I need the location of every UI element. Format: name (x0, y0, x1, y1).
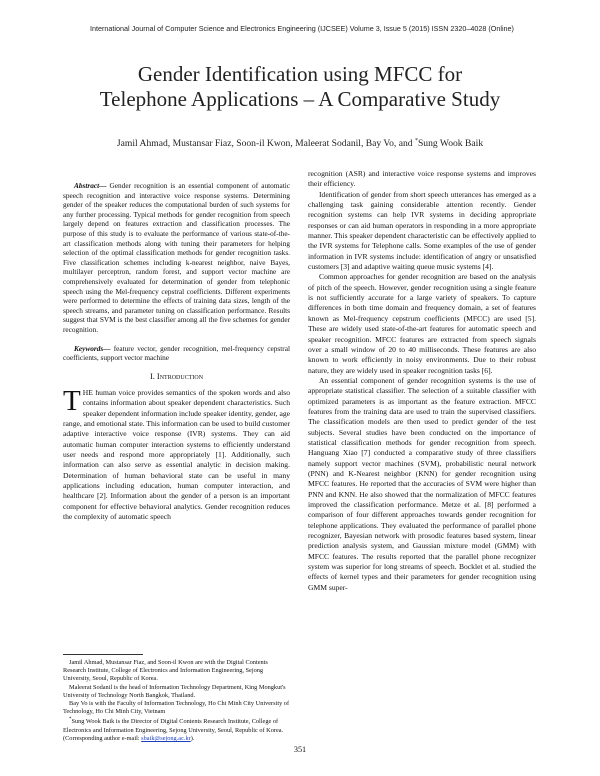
footnote: Maleerat Sodanil is the head of Information Technology Department, King Mongkut's University of Technology North Bangkok, Thailand. (63, 683, 286, 699)
paper-title (40, 62, 560, 112)
title-line-2: Telephone Applications – A Comparative Study (99, 87, 501, 111)
paragraph: An essential component of gender recognition systems is the use of appropriate statistical classifier. The selection of a suitable classifier with optimized parameters is as important as the feature extraction. MFCC features from the training data are used to train the supervised classifiers. The classification models are then used to predict gender of the test subjects. Several studies have been conducted on the importance of statistical classification methods for gender recognition from speech. Hanguang Xiao [7] conducted a comparative study of three classifiers namely support vector machines (SVM), probabilistic neural network (PNN) and K-Nearest neighbor (KNN) for gender recognition using MFCC features. He reported that the accuracies of SVM were higher than PNN and KNN. He also showed that the normalization of MFCC features improved the classification performance. Metze et al. [8] performed a comparison of four different approaches towards gender recognition for telephone applications. They evaluated the performance of parallel phone recognizer, Bayesian network with prosodic features based system, linear prediction analysis system, and Gaussian mixture model (GMM) with MFCC features. The results reported that the parallel phone recognizer system was superior for long streams of speech. Bocklet et al. studied the effects of kernel types and their parameters for gender recognition using GMM super- (308, 375, 536, 592)
journal-header: International Journal of Computer Science and Electronics Engineering (IJCSEE) Volume 3, Issue 5 (2015) ISSN 2320–4028 (Online) (90, 24, 514, 33)
footnote: Jamil Ahmad, Mustansar Fiaz, and Soon-il Kwon are with the Digital Contents Research Institute, College of Electronics and Information Engineering, Sejong University, Seoul, Republic of Korea. (63, 659, 268, 683)
paragraph: Common approaches for gender recognition are based on the analysis of pitch of the speech. However, gender recognition using a single feature is not sufficiently accurate for a large variety of speakers. To capture differences in both time domain and frequency domain, a set of features known as Mel-frequency cepstrum coefficients (MFCC) are used [5]. These are widely used state-of-the-art features for automatic speech and speaker recognition. MFCC features are extracted from speech signals over a small window of 20 to 40 milliseconds. These features are also known to work efficiently in noisy environments. Due to their robust nature, they are widely used in speaker recognition tasks [6]. (308, 272, 536, 375)
keywords (63, 344, 290, 363)
drop-cap: T (63, 385, 81, 418)
footnotes (63, 659, 290, 743)
corresponding-mark: * (69, 717, 72, 723)
footnote-corresponding (63, 716, 290, 743)
abstract (63, 181, 290, 335)
footnote-divider (63, 654, 143, 655)
footnote-end: ). (190, 734, 195, 742)
email-link[interactable]: sbaik@sejong.ac.kr (141, 734, 191, 742)
left-column (63, 181, 290, 523)
paragraph: recognition (ASR) and interactive voice response systems and improves their efficiency. (308, 169, 536, 189)
section-title: Introduction (156, 371, 204, 381)
author-list (30, 138, 570, 149)
corresponding-mark: * (414, 138, 418, 144)
section-number: I. (149, 371, 157, 381)
title-line-1: Gender Identification using MFCC for (137, 62, 463, 86)
section-heading (63, 372, 290, 382)
footnote: Bay Vo is with the Faculty of Information Technology, Ho Chi Minh City University of Technology, Ho Chi Minh City, Vietnam (63, 700, 290, 716)
paragraph: Identification of gender from short speech utterances has emerged as a challenging task gaining considerable attention recently. Gender recognition systems can help IVR systems in deciding appropriate responses or can aid human operators in responding in a more appropriate manner. This speaker dependent characteristic can be effectively applied to the IVR systems for Telephone calls. Some examples of the use of gender information in IVR systems include: identification of angry or unsatisfied customers [3] and adaptive waiting queue music systems [4]. (308, 189, 536, 272)
right-column (308, 169, 536, 593)
footnote-text: Sung Wook Baik is the Director of Digital Contents Research Institute, College of Electronics and Information Engineering, Sejong University, Seoul, Republic of Korea. (Corresponding author e-mail: (63, 718, 284, 742)
keywords-text: feature vector, gender recognition, mel-frequency cepstral coefficients, support vector machine (63, 343, 290, 363)
intro-text: HE human voice provides semantics of the spoken words and also contains information about speaker dependent characteristics. Such speaker dependent information include speaker identity, gender, age range, and emotional state. This information can be used to build customer adaptive interactive voice response (IVR) systems. They can aid automatic human computer interaction systems to efficiently understand user needs and respond more appropriately [1]. Additionally, such information can also serve as essential analytic in decision making. Determination of human behavioral state can be useful in many applications including education, human computer interaction, and healthcare [2]. Information about the gender of a person is an important component for effective behavioral analytics. Gender recognition reduces the complexity of automatic speech (63, 388, 290, 522)
keywords-label: Keywords— (74, 343, 111, 353)
abstract-label: Abstract— (74, 181, 107, 190)
page-number: 351 (293, 745, 307, 754)
authors-last: Sung Wook Baik (417, 138, 484, 150)
intro-paragraph (63, 385, 290, 522)
authors-main: Jamil Ahmad, Mustansar Fiaz, Soon-il Kwon, Maleerat Sodanil, Bay Vo, and (116, 138, 413, 150)
abstract-text: Gender recognition is an essential component of automatic speech recognition and interactive voice response systems. Determining gender of the speaker reduces the computational burden of such systems for any further processing. Typical methods for gender recognition from speech largely depend on features extraction and classification processes. The purpose of this study is to evaluate the performance of various state-of-the-art classification methods along with tuning their parameters for helping selection of the optimal classification methods for gender recognition tasks. Five classification schemes including k-nearest neighbor, naive Bayes, multilayer perceptron, random forest, and support vector machine are comprehensively evaluated for determination of gender from telephonic speech using the Mel-frequency cepstral coefficients. Different experiments were performed to determine the effects of training data sizes, length of the speech streams, and parameter tuning on classification performance. Results suggest that SVM is the best classifier among all the five schemes for gender recognition. (63, 181, 290, 334)
